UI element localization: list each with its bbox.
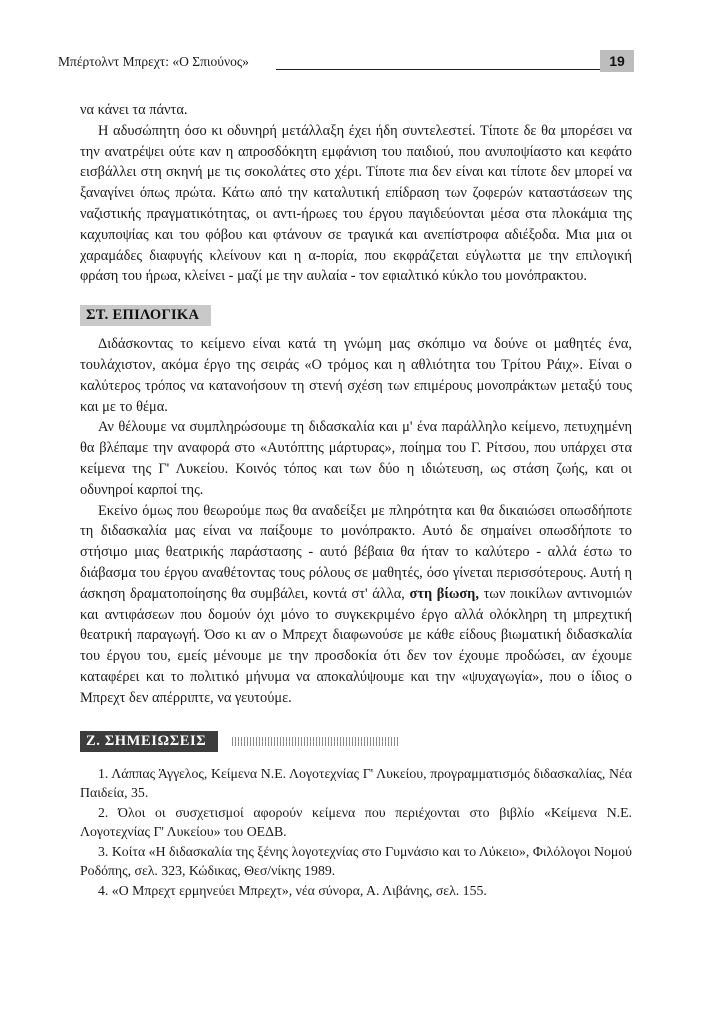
text-run: των ποικίλων αντινομιών και αντιφάσεων που δομούν όχι μόνο το συγκεκριμένο έργο αλλά ολόκληρη τη μπρεχτική θεατρική παραγωγή. Όσο κι αν ο Μπρεχτ διαφωνούσε με κάθε είδους βιωματική διδασκαλία του έργου του, εμείς μένουμε με την προσδοκία ότι δεν τον έχουμε προδώσει, αν έχουμε καταφέρει και το πολιτικό μήνυμα να αποκαλύψουμε και την «ψυχαγωγία», που ο ίδιος ο Μπρεχτ δεν απέρριπτε, να γευτούμε.: [80, 585, 632, 706]
notes-list: [80, 764, 632, 901]
paragraph: [80, 501, 632, 709]
note-item: 3. Κοίτα «Η διδασκαλία της ξένης λογοτεχνίας στο Γυμνάσιο και το Λύκειο», Φιλόλογοι Νομού Ροδόπης, σελ. 323, Κώδικας, Θεσ/νίκης 1989.: [80, 843, 632, 879]
note-item: 2. Όλοι οι συσχετισμοί αφορούν κείμενα που περιέχονται στο βιβλίο «Κείμενα Ν.Ε. Λογοτεχνίας Γ' Λυκείου» του ΟΕΔΒ.: [80, 804, 632, 840]
section-heading-epilogika: ΣΤ. ΕΠΙΛΟΓΙΚΑ: [80, 305, 211, 326]
page-body: [80, 100, 632, 900]
paragraph: Αν θέλουμε να συμπληρώσουμε τη διδασκαλία και μ' ένα παράλληλο κείμενο, πετυχημένη θα βλέπαμε την αναφορά στο «Αυτόπτης μάρτυρας», ποίημα του Γ. Ρίτσου, που υπάρχει στα κείμενα της Γ' Λυκείου. Κοινός τόπος και των δύο η ιδιώτευση, ως στάση ζωής, και οι οδυνηροί καρποί της.: [80, 419, 632, 498]
emphasis-text: στη βίωση,: [409, 585, 479, 602]
paragraph: Διδάσκοντας το κείμενο είναι κατά τη γνώμη μας σκόπιμο να δούνε οι μαθητές ένα, τουλάχιστον, ακόμα έργο της σειράς «Ο τρόμος και η αθλιότητα του Τρίτου Ράιχ». Είναι ο καλύτερος τρόπος να κατανοήσουν τη στενή σχέση των επιμέρους μονοπράκτων μεταξύ τους και με το θέμα.: [80, 336, 632, 415]
section-heading-row: [80, 305, 632, 326]
text-run: Εκείνο όμως που θεωρούμε πως θα αναδείξει με πληρότητα και θα δικαιώσει οπωσδήποτε τη διδασκαλία μας είναι να παίξουμε το μονόπρακτο. Αυτό δε σημαίνει οπωσδήποτε το στήσιμο μιας θεατρικής παράστασης - αυτό βέβαια θα ήταν το καλύτερο - αλλά έστω το διάβασμα του έργου αναθέτοντας τους ρόλους σε μαθητές, όσο γίνεται περισσότερους. Αυτή η άσκηση δραματοποίησης θα συμβάλει, κοντά στ' άλλα,: [80, 502, 632, 602]
running-title: Μπέρτολντ Μπρεχτ: «Ο Σπιούνος»: [58, 54, 249, 69]
page-number: 19: [600, 50, 634, 72]
page-header: [58, 50, 630, 74]
decorative-stripe: [232, 737, 400, 746]
section-heading-notes: Ζ. ΣΗΜΕΙΩΣΕΙΣ: [80, 731, 218, 752]
note-item: 1. Λάππας Άγγελος, Κείμενα Ν.Ε. Λογοτεχνίας Γ' Λυκείου, προγραμματισμός διδασκαλίας, Νέα Παιδεία, 35.: [80, 765, 632, 801]
note-item: 4. «Ο Μπρεχτ ερμηνεύει Μπρεχτ», νέα σύνορα, Α. Λιβάνης, σελ. 155.: [98, 882, 487, 898]
section-heading-row: [80, 731, 632, 752]
paragraph: να κάνει τα πάντα.: [80, 102, 188, 118]
paragraph: Η αδυσώπητη όσο κι οδυνηρή μετάλλαξη έχει ήδη συντελεστεί. Τίποτε δε θα μπορέσει να την ανατρέψει ούτε καν η απροσδόκητη εμφάνιση του παιδιού, που ανυποψίαστο και κεφάτο εισβάλλει στη σκηνή με τις σοκολάτες στο χέρι. Τίποτε πια δεν είναι και τίποτε δεν μπορεί να ξαναγίνει όπως πρώτα. Κάτω από την καταλυτική επίδραση των ζοφερών καταστάσεων της ναζιστικής πραγματικότητας, οι αντι-ήρωες του έργου παγιδεύονται μέσα στα πλοκάμια της καχυποψίας και του φόβου και φτάνουν σε τραγικά και ανεπίστροφα αδιέξοδα. Μια μια οι χαραμάδες διαφυγής κλείνουν και η α-πορία, που εκφράζεται εύγλωττα με την επιλογική φράση του ήρωα, κλείνει - μαζί με την αυλαία - τον εφιαλτικό κύκλο του μονόπρακτου.: [80, 122, 632, 285]
header-rule: [276, 69, 624, 70]
